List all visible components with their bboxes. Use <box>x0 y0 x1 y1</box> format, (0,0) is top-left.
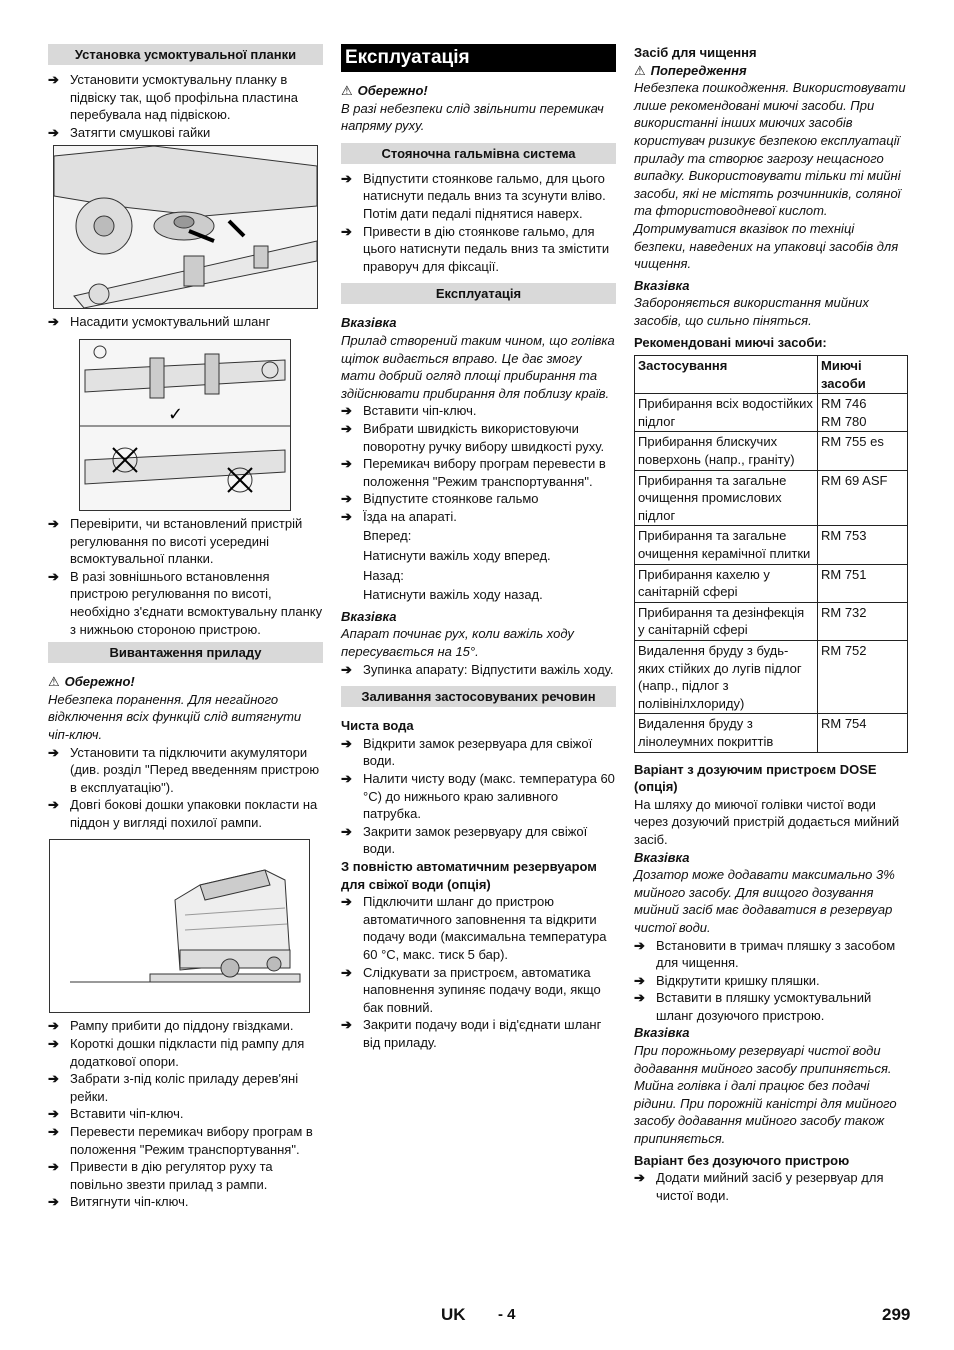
list-item: ➔ Відкрутити кришку пляшки. <box>634 972 820 988</box>
list-item: ➔ Насадити усмоктувальний шланг <box>48 314 271 330</box>
forward-text: Натиснути важіль ходу вперед. <box>363 548 551 564</box>
list-item: ➔ Привести в дію регулятор руху та повільно звезти прилад з рампи. <box>48 1159 273 1192</box>
table-cell-detergent: RM 746 RM 780 <box>818 394 908 432</box>
ramp-steps <box>48 1017 323 1211</box>
list-item: ➔ Закрити замок резервуару для свіжої води. <box>341 823 588 857</box>
arrow-icon: ➔ <box>48 1018 59 1034</box>
arrow-icon: ➔ <box>341 1017 352 1033</box>
section-heading-unload: Вивантаження приладу <box>48 642 323 663</box>
no-dose-variant-label: Варіант без дозуючого пристрою <box>634 1152 850 1168</box>
caution-label: ⚠ Обережно! <box>48 674 135 690</box>
table-row <box>635 394 908 432</box>
list-item: ➔ Вставити чіп-ключ. <box>48 1106 184 1122</box>
table-cell-application: Прибирання та загальне очищення промислових підлог <box>635 470 818 526</box>
backward-label: Назад: <box>363 567 404 583</box>
note-label: Вказівка <box>634 849 690 865</box>
arrow-icon: ➔ <box>341 661 352 677</box>
list-item: ➔ Відкрити замок резервуара для свіжої води. <box>341 735 593 769</box>
list-item: ➔ Довгі бокові дошки упаковки покласти на піддон у вигляді похилої рампи. <box>48 797 318 830</box>
table-row <box>635 564 908 602</box>
table-cell-application: Прибирання та дезінфекція у санітарній сфері <box>635 602 818 640</box>
column-right <box>634 44 908 1204</box>
footer-local-page: - 4 <box>498 1306 516 1323</box>
table-row <box>635 526 908 564</box>
table-cell-detergent: RM 752 <box>818 641 908 714</box>
backward-text: Натиснути важіль ходу назад. <box>363 587 543 603</box>
arrow-icon: ➔ <box>341 508 352 524</box>
table-cell-detergent: RM 751 <box>818 564 908 602</box>
list-item: ➔ Перевести перемикач вибору програм в положення "Режим транспортування". <box>48 1124 313 1157</box>
table-row <box>635 432 908 470</box>
arrow-icon: ➔ <box>341 170 352 186</box>
table-row <box>635 714 908 752</box>
note-label: Вказівка <box>341 608 397 624</box>
water-steps <box>341 735 616 858</box>
list-item: ➔ Короткі дошки підкласти під рампу для додаткової опори. <box>48 1036 305 1069</box>
arrow-icon: ➔ <box>48 515 59 531</box>
squeegee-steps <box>48 71 323 141</box>
list-item: ➔ Зупинка апарату: Відпустити важіль ходу. <box>341 661 614 677</box>
section-heading-squeegee: Установка усмоктувальної планки <box>48 44 323 65</box>
note-text: Апарат починає рух, коли важіль ходу пересувається на 15°. <box>341 626 574 660</box>
table-cell-detergent: RM 754 <box>818 714 908 752</box>
table-row <box>635 602 908 640</box>
list-item: ➔ Додати мийний засіб у резервуар для чистої води. <box>634 1170 884 1203</box>
footer-lang: UK <box>441 1305 466 1324</box>
table-header-row <box>635 356 908 394</box>
page-number: 299 <box>882 1305 911 1324</box>
caution-text: В разі небезпеки слід звільнити перемикач напряму руху. <box>341 100 604 134</box>
list-item: ➔ Налити чисту воду (макс. температура 60 °C) до нижнього краю заливного патрубка. <box>341 771 615 822</box>
table-cell-application: Прибирання блискучих поверхонь (напр., граніту) <box>635 432 818 470</box>
svg-text:✓: ✓ <box>168 403 184 425</box>
section-heading-parking-brake: Стояночна гальмівна система <box>341 143 616 164</box>
dose-steps <box>634 937 908 1025</box>
list-item: ➔ Їзда на апараті. <box>341 508 457 524</box>
arrow-icon: ➔ <box>341 403 352 419</box>
dose-variant-label: Варіант з дозуючим пристроєм DOSE (опція) <box>634 761 877 795</box>
list-item: ➔ Відпустите стоянкове гальмо <box>341 491 539 507</box>
section-heading-fill: Заливання застосовуваних речовин <box>341 686 616 707</box>
list-item: ➔ Перевірити, чи встановлений пристрій регулювання по висоті усередині всмоктувальної планки. <box>48 515 303 567</box>
arrow-icon: ➔ <box>634 937 645 953</box>
detergent-label: Засіб для чищення <box>634 45 757 60</box>
note-text: Дозатор може додавати максимально 3% мийного засобу. Для вищого дозування мийний засіб має додаватися в резервуар чистої води. <box>634 867 895 935</box>
arrow-icon: ➔ <box>341 456 352 472</box>
table-header: Миючі засоби <box>818 356 908 394</box>
detergent-table <box>634 355 908 752</box>
list-item: ➔ Витягнути чіп-ключ. <box>48 1194 189 1210</box>
section-heading-operation-2: Експлуатація <box>341 283 616 304</box>
table-cell-detergent: RM 755 es <box>818 432 908 470</box>
table-cell-detergent: RM 732 <box>818 602 908 640</box>
list-item: ➔ Вставити чіп-ключ. <box>341 403 477 419</box>
arrow-icon: ➔ <box>48 124 59 140</box>
arrow-icon: ➔ <box>341 223 352 239</box>
check-steps <box>48 515 323 638</box>
list-item: ➔ Затягти смушкові гайки <box>48 124 211 140</box>
table-cell-application: Прибирання та загальне очищення керамічної плитки <box>635 526 818 564</box>
table-cell-application: Прибирання кахелю у санітарній сфері <box>635 564 818 602</box>
auto-fill-label: З повністю автоматичним резервуаром для свіжої води (опція) <box>341 858 597 892</box>
ramp-unload-illustration <box>49 839 310 1013</box>
arrow-icon: ➔ <box>48 1071 59 1087</box>
list-item: ➔ Привести в дію стоянкове гальмо, для цього натиснути педаль вниз та змістити праворуч для фіксації. <box>341 223 610 274</box>
unload-steps <box>48 744 323 832</box>
table-header: Застосування <box>635 356 818 394</box>
caution-text: Небезпека поранення. Для негайного відключення всіх функцій слід витягнути чіп-ключ. <box>48 691 302 742</box>
list-item: ➔ Слідкувати за пристроєм, автоматика наповнення зупиняє подачу води, якщо бак повний. <box>341 964 601 1015</box>
warning-triangle-icon: ⚠ <box>341 83 353 98</box>
warning-label: ⚠ Попередження <box>634 62 747 78</box>
arrow-icon: ➔ <box>48 1124 59 1140</box>
table-row <box>635 641 908 714</box>
arrow-icon: ➔ <box>48 72 59 87</box>
arrow-icon: ➔ <box>341 823 352 839</box>
table-cell-detergent: RM 753 <box>818 526 908 564</box>
arrow-icon: ➔ <box>634 972 645 988</box>
note-label: Вказівка <box>341 315 397 331</box>
parking-steps <box>341 170 616 276</box>
note-label: Вказівка <box>634 1025 690 1041</box>
list-item: ➔ Установити усмоктувальну планку в підвіску так, щоб профільна пластина перебувала над підвіскою. <box>48 72 298 123</box>
list-item: ➔ В разі зовнішнього встановлення пристрою регулювання по висоті, необхідно з'єднати всмоктувальну планку з нижньою стороною пристрою. <box>48 568 323 637</box>
list-item: ➔ Установити та підключити акумулятори (див. розділ "Перед введенням пристрою в експлуатацію"). <box>48 744 320 795</box>
arrow-icon: ➔ <box>341 491 352 507</box>
arrow-icon: ➔ <box>341 771 352 786</box>
arrow-icon: ➔ <box>48 744 59 760</box>
arrow-icon: ➔ <box>48 314 59 330</box>
dose-text: На шляху до миючої голівки чистої води через дозуючий пристрій додається мийний засіб. <box>634 796 900 847</box>
arrow-icon: ➔ <box>48 1159 59 1175</box>
caution-label: ⚠ Обережно! <box>341 83 428 98</box>
note-text: Прилад створений таким чином, що голівка щіток видається вправо. Це дає змогу мати добрий огляд площі прибирання та здійснювати прибирання для поблизу країв. <box>341 332 615 401</box>
list-item: ➔ Рампу прибити до піддону гвіздками. <box>48 1018 294 1034</box>
arrow-icon: ➔ <box>341 420 352 436</box>
arrow-icon: ➔ <box>341 964 352 980</box>
warning-text: Небезпека пошкодження. Використовувати лише рекомендовані миючі засоби. При використанні інших миючих засобів користувач ризикує безпекою експлуатації приладу та створює загрозу нещасного випадку. Використовувати тільки ті мийні засоби, які не містять розчинників, соляної та фтористоводневої кислот. Дотримуватися вказівок по техніці безпеки, наведених на упаковці засобів для чищення. <box>634 80 906 272</box>
forward-label: Вперед: <box>363 528 412 544</box>
clean-water-label: Чиста вода <box>341 718 414 734</box>
note-text: При порожньому резервуарі чистої води додавання мийного засобу припиняється. Мийна голівка і далі працює без подачі рідини. При порожній каністрі для мийного засобу додавання мийного засобу також припиняється. <box>634 1043 897 1147</box>
list-item: ➔ Підключити шланг до пристрою автоматичного заповнення та відкрити подачу води (максимальна температура 60 °C, макс. тиск 5 бар). <box>341 894 607 962</box>
section-heading-operation: Експлуатація <box>341 44 616 72</box>
list-item: ➔ Відпустити стоянкове гальмо, для цього натиснути педаль вниз та зсунути вліво. Потім дати педалі піднятися наверх. <box>341 170 606 221</box>
arrow-icon: ➔ <box>634 990 645 1006</box>
arrow-icon: ➔ <box>341 894 352 910</box>
arrow-icon: ➔ <box>634 1170 645 1186</box>
table-cell-application: Видалення бруду з лінолеумних покриттів <box>635 714 818 752</box>
table-row <box>635 470 908 526</box>
recommended-label: Рекомендовані миючі засоби: <box>634 334 827 350</box>
warning-triangle-icon: ⚠ <box>48 674 60 690</box>
arrow-icon: ➔ <box>48 797 59 813</box>
auto-steps <box>341 893 616 1051</box>
note-label: Вказівка <box>634 277 690 293</box>
arrow-icon: ➔ <box>48 568 59 584</box>
list-item: ➔ Встановити в тримач пляшку з засобом для чищення. <box>634 937 896 971</box>
table-cell-detergent: RM 69 ASF <box>818 470 908 526</box>
hose-check-illustration <box>79 339 291 511</box>
squeegee-mount-illustration <box>53 145 318 309</box>
column-left <box>48 44 323 1211</box>
arrow-icon: ➔ <box>48 1036 59 1052</box>
operation-steps <box>341 402 616 525</box>
table-cell-application: Видалення бруду з будь-яких стійких до лугів підлог (напр., підлог з полівінілхлориду) <box>635 641 818 714</box>
list-item: ➔ Вставити в пляшку усмоктувальний шланг дозуючого пристрою. <box>634 990 872 1023</box>
table-cell-application: Прибирання всіх водостійких підлог <box>635 394 818 432</box>
arrow-icon: ➔ <box>48 1106 59 1122</box>
note-text: Забороняється використання мийних засобів, що сильно піняться. <box>634 295 869 328</box>
list-item: ➔ Закрити подачу води і від'єднати шланг від приладу. <box>341 1017 602 1050</box>
warning-triangle-icon: ⚠ <box>634 62 646 78</box>
column-middle <box>341 44 616 1052</box>
list-item: ➔ Перемикач вибору програм перевести в положення "Режим транспортування". <box>341 456 606 489</box>
list-item: ➔ Забрати з-під коліс приладу дерев'яні рейки. <box>48 1071 299 1104</box>
arrow-icon: ➔ <box>341 735 352 751</box>
list-item: ➔ Вибрати швидкість використовуючи поворотну ручку вибору швидкості руху. <box>341 420 605 454</box>
arrow-icon: ➔ <box>48 1194 59 1210</box>
